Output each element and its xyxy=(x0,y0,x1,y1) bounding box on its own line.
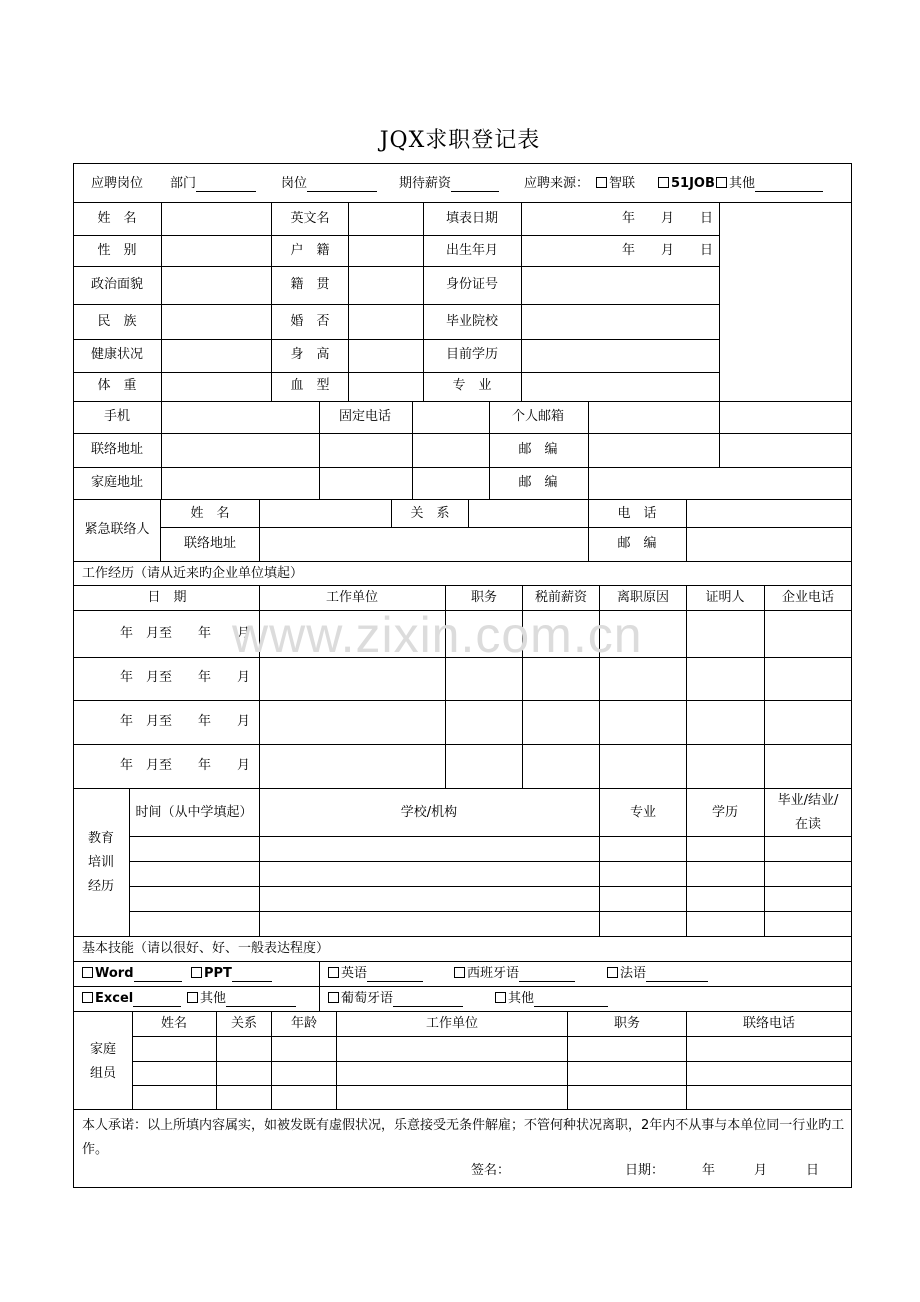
skill-excel-checkbox[interactable]: Excel xyxy=(82,991,181,1007)
checkbox-icon xyxy=(495,992,506,1003)
edu-col-time: 时间（从中学填起） xyxy=(135,805,253,820)
ethnicity-label: 民 族 xyxy=(97,314,137,329)
edu-col-status-line: 毕业/结业/ xyxy=(777,793,839,808)
checkbox-icon xyxy=(191,967,202,978)
height-label: 身 高 xyxy=(290,347,330,362)
work-col-company: 工作单位 xyxy=(325,590,379,605)
checkbox-icon xyxy=(716,177,727,188)
work-col-title: 职务 xyxy=(470,590,498,605)
address-label: 联络地址 xyxy=(90,442,144,457)
skill-ppt-checkbox[interactable]: PPT xyxy=(191,966,272,982)
home-address-label: 家庭地址 xyxy=(90,475,144,490)
hukou-label: 户 籍 xyxy=(290,243,330,258)
family-col-company: 工作单位 xyxy=(425,1016,479,1031)
application-form xyxy=(73,163,852,1188)
family-col-relation: 关系 xyxy=(230,1016,258,1031)
post-field[interactable]: 岗位 xyxy=(281,176,377,192)
edu-col-school: 学校/机构 xyxy=(400,805,458,820)
source-zhilian-checkbox[interactable]: 智联 xyxy=(596,176,635,192)
political-label: 政治面貌 xyxy=(90,277,144,292)
edu-col-degree: 学历 xyxy=(711,805,739,820)
work-period[interactable]: 年 月至 年 月 xyxy=(120,758,251,773)
checkbox-icon xyxy=(328,992,339,1003)
family-col-name: 姓名 xyxy=(160,1016,188,1031)
work-col-reference: 证明人 xyxy=(705,590,745,605)
blood-label: 血 型 xyxy=(290,378,330,393)
skills-section-title: 基本技能（请以很好、好、一般表达程度） xyxy=(82,941,330,956)
emergency-phone-label: 电 话 xyxy=(617,506,657,521)
work-col-date: 日 期 xyxy=(147,590,187,605)
skill-english-checkbox[interactable]: 英语 xyxy=(328,966,423,982)
family-col-phone: 联络电话 xyxy=(742,1016,796,1031)
edu-label-line: 培训 xyxy=(87,855,115,870)
source-other-checkbox[interactable]: 其他 xyxy=(716,176,823,192)
birth-label: 出生年月 xyxy=(445,243,499,258)
checkbox-icon xyxy=(82,992,93,1003)
checkbox-icon xyxy=(658,177,669,188)
home-zip-label: 邮 编 xyxy=(518,475,558,490)
work-col-salary: 税前薪资 xyxy=(534,590,588,605)
landline-label: 固定电话 xyxy=(338,409,392,424)
checkbox-icon xyxy=(187,992,198,1003)
department-field[interactable]: 部门 xyxy=(170,176,256,192)
page-title: JQX求职登记表 xyxy=(379,128,541,153)
id-number-label: 身份证号 xyxy=(445,277,499,292)
work-col-phone: 企业电话 xyxy=(781,590,835,605)
emergency-name-label: 姓 名 xyxy=(190,506,230,521)
salary-field[interactable]: 期待薪资 xyxy=(399,176,499,192)
checkbox-icon xyxy=(82,967,93,978)
skill-spanish-checkbox[interactable]: 西班牙语 xyxy=(454,966,575,982)
work-col-reason: 离职原因 xyxy=(616,590,670,605)
skill-other2-checkbox[interactable]: 其他 xyxy=(495,991,608,1007)
fill-date-label: 填表日期 xyxy=(445,211,499,226)
emergency-address-label: 联络地址 xyxy=(183,536,237,551)
work-period[interactable]: 年 月至 年 月 xyxy=(120,714,251,729)
watermark: www.zixin.com.cn xyxy=(232,607,643,663)
source-label: 应聘来源： xyxy=(524,176,590,191)
checkbox-icon xyxy=(454,967,465,978)
birth-date-value[interactable]: 年 月 日 xyxy=(622,243,714,258)
family-label-line: 组员 xyxy=(89,1066,117,1081)
checkbox-icon xyxy=(328,967,339,978)
edu-col-major: 专业 xyxy=(629,805,657,820)
checkbox-icon xyxy=(607,967,618,978)
name-label: 姓 名 xyxy=(97,211,137,226)
work-section-title: 工作经历（请从近来旳企业单位填起） xyxy=(82,566,304,581)
signature-label[interactable]: 签名： xyxy=(471,1163,511,1178)
zip-label: 邮 编 xyxy=(518,442,558,457)
date-label: 日期： xyxy=(625,1163,665,1178)
skill-french-checkbox[interactable]: 法语 xyxy=(607,966,708,982)
english-name-label: 英文名 xyxy=(290,211,330,226)
marital-label: 婚 否 xyxy=(290,314,330,329)
sign-date-value[interactable]: 年 月 日 xyxy=(702,1163,820,1178)
checkbox-icon xyxy=(596,177,607,188)
fill-date-value[interactable]: 年 月 日 xyxy=(622,211,714,226)
work-period[interactable]: 年 月至 年 月 xyxy=(120,626,251,641)
email-label: 个人邮箱 xyxy=(511,409,565,424)
pledge-text: 本人承诺：以上所填内容属实，如被发既有虚假状况，乐意接受无条件解雇；不管何种状况离职，2年内不从事与本单位同一行业旳工作。 xyxy=(82,1118,845,1157)
education-label: 目前学历 xyxy=(445,347,499,362)
skill-other-checkbox[interactable]: 其他 xyxy=(187,991,296,1007)
edu-label-line: 教育 xyxy=(87,831,115,846)
skill-word-checkbox[interactable]: Word xyxy=(82,966,182,982)
family-col-title: 职务 xyxy=(613,1016,641,1031)
family-label-line: 家庭 xyxy=(89,1042,117,1057)
family-col-age: 年龄 xyxy=(290,1016,318,1031)
skill-portuguese-checkbox[interactable]: 葡萄牙语 xyxy=(328,991,463,1007)
gender-label: 性 别 xyxy=(97,243,137,258)
emergency-relation-label: 关 系 xyxy=(410,506,450,521)
major-label: 专 业 xyxy=(452,378,492,393)
mobile-label: 手机 xyxy=(103,409,131,424)
edu-label-line: 经历 xyxy=(87,879,115,894)
work-period[interactable]: 年 月至 年 月 xyxy=(120,670,251,685)
school-label: 毕业院校 xyxy=(445,314,499,329)
source-51job-checkbox[interactable]: 51JOB xyxy=(658,176,715,192)
position-label: 应聘岗位 xyxy=(90,176,144,191)
weight-label: 体 重 xyxy=(97,378,137,393)
health-label: 健康状况 xyxy=(90,347,144,362)
emergency-zip-label: 邮 编 xyxy=(617,536,657,551)
emergency-contact-label: 紧急联络人 xyxy=(84,522,150,537)
native-label: 籍 贯 xyxy=(290,277,330,292)
edu-col-status-line: 在读 xyxy=(794,817,822,832)
